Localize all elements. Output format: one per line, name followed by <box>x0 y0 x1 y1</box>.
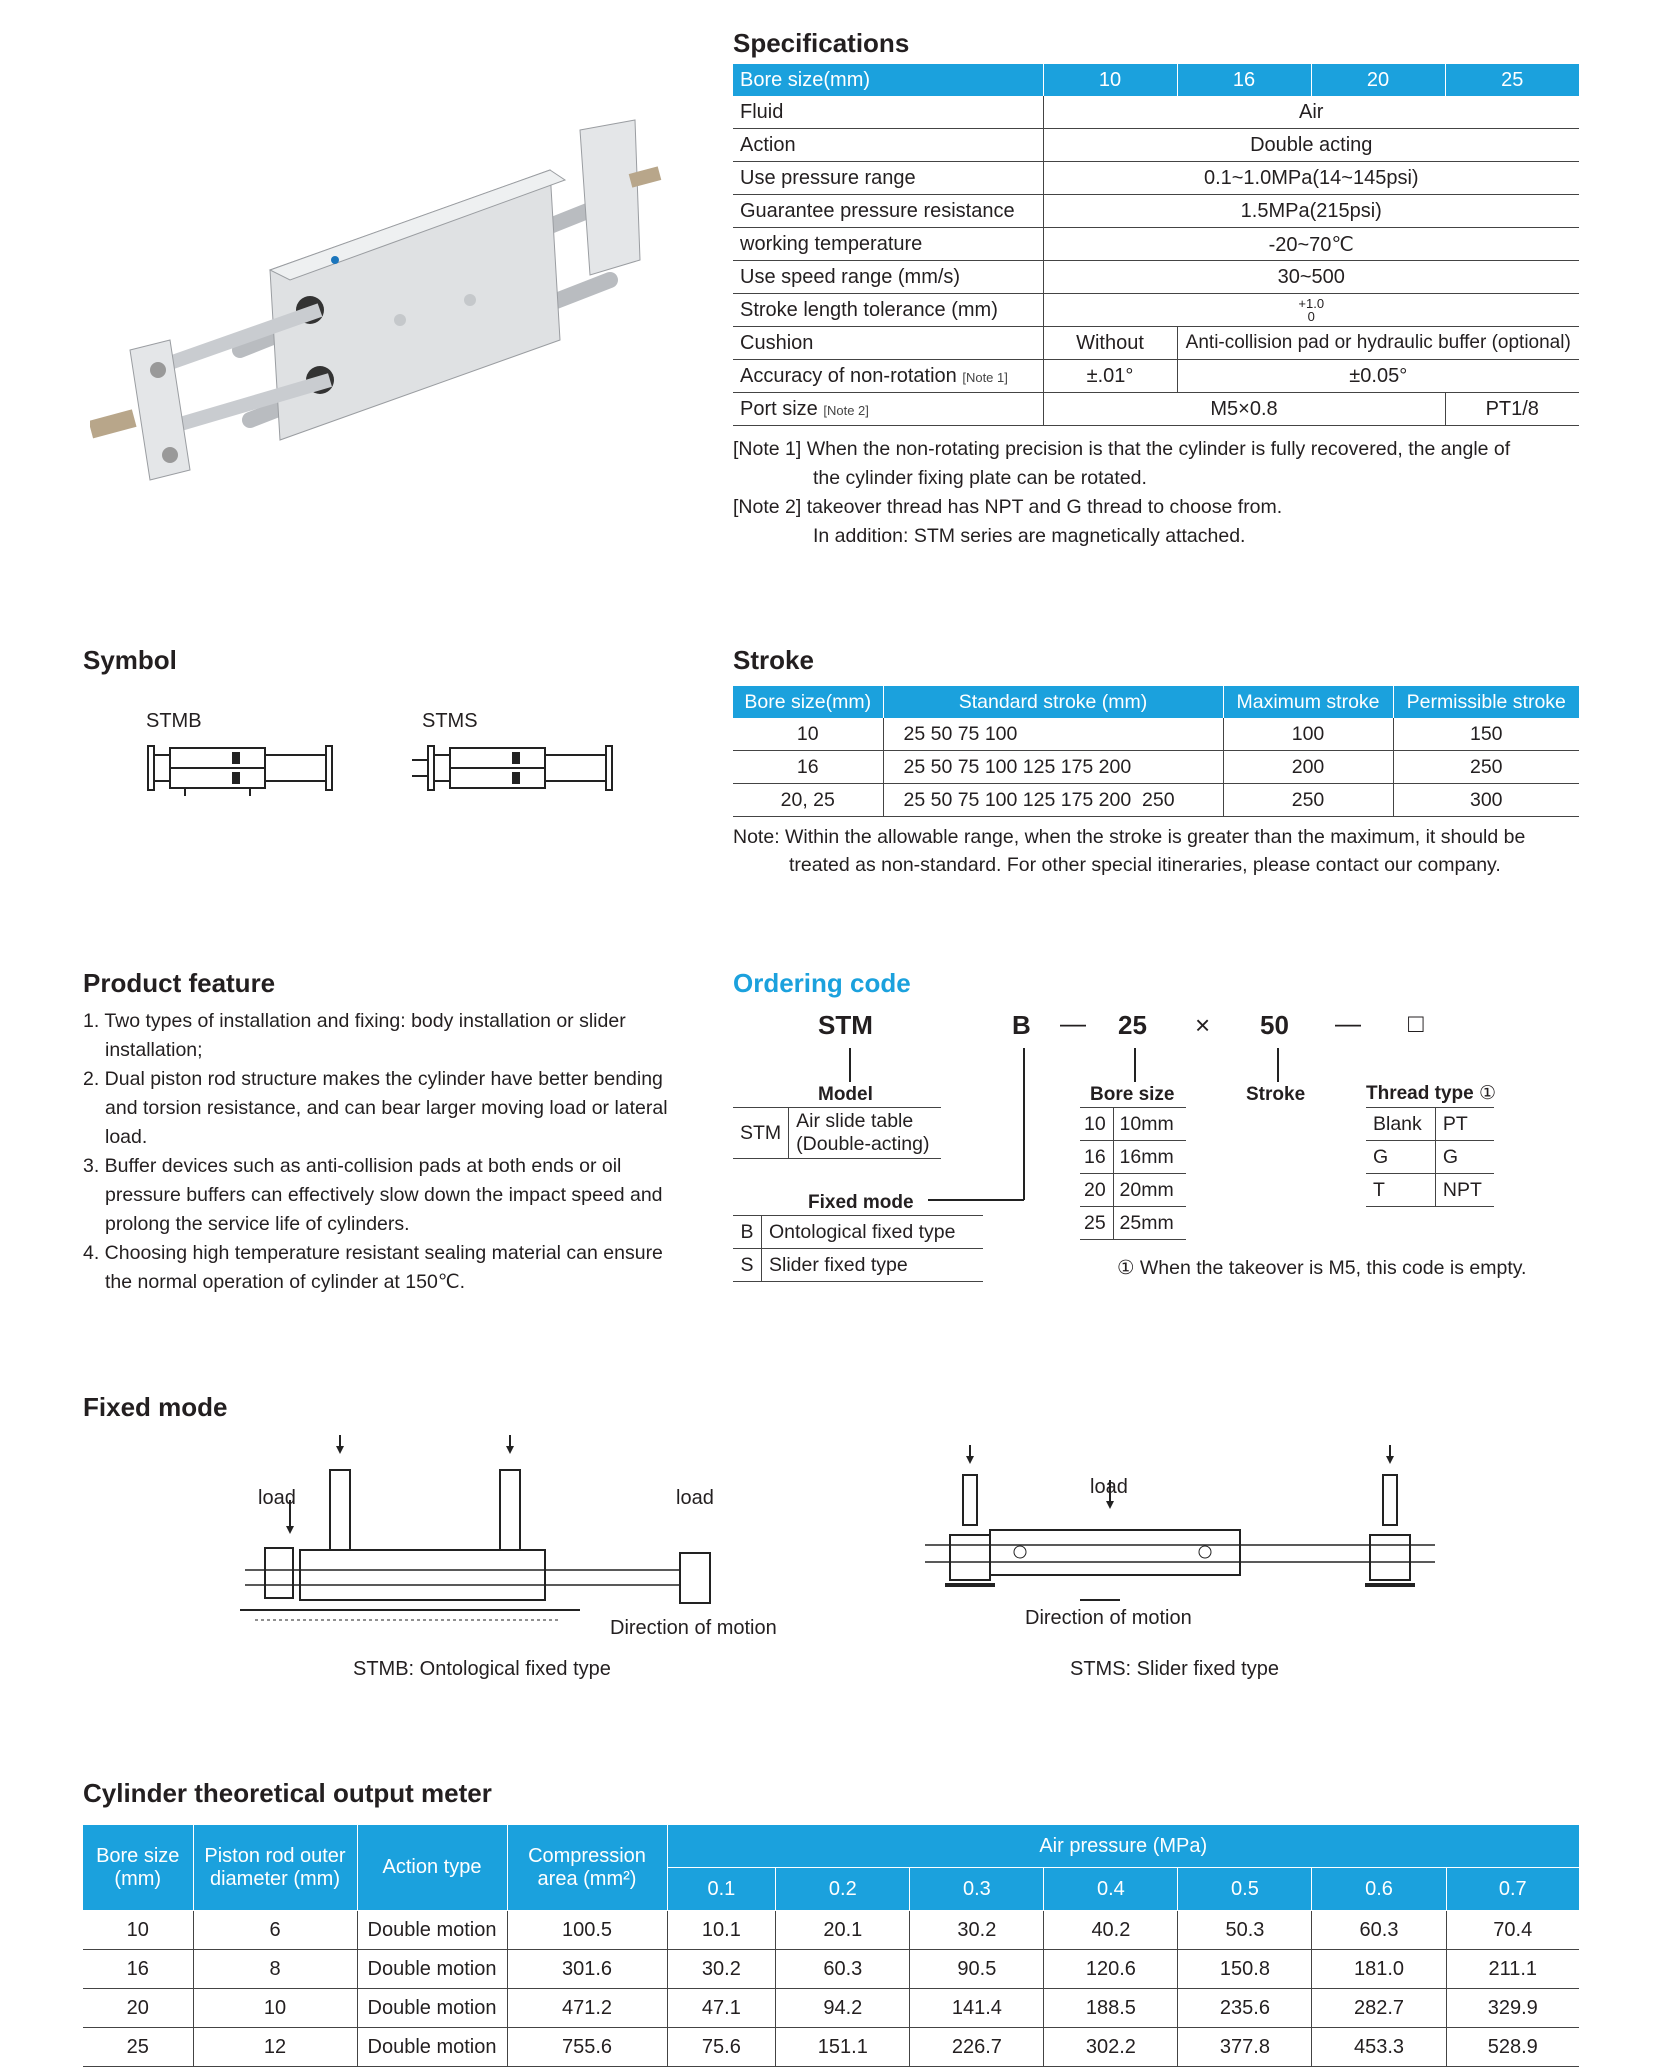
stmb-fixing-diagram <box>240 1430 610 1630</box>
table-row: 25 12 Double motion 755.6 75.6 151.1 226.7 302.2 377.8 453.3 528.9 <box>83 2028 1579 2067</box>
stroke-header: Standard stroke (mm) <box>883 686 1223 718</box>
output-header-bore: Bore size (mm) <box>83 1825 193 1911</box>
spec-row: Action Double acting <box>733 129 1579 162</box>
spec-row-cushion: Cushion Without Anti-collision pad or hydraulic buffer (optional) <box>733 327 1579 360</box>
bore-size-label: Bore size <box>1090 1084 1175 1105</box>
table-row: 10 10mm <box>1080 1108 1186 1141</box>
output-header-area: Compression area (mm²) <box>507 1825 667 1911</box>
fixed-mode-table <box>733 1215 983 1282</box>
thread-footnote-mark: ① <box>1478 1083 1497 1104</box>
pressure-col: 0.6 <box>1312 1868 1446 1911</box>
product-image <box>90 110 690 540</box>
pressure-col: 0.3 <box>910 1868 1044 1911</box>
table-row: T NPT <box>1366 1174 1494 1207</box>
thread-type-label: Thread type ① <box>1366 1083 1497 1104</box>
note-ref: [Note 1] <box>962 369 1008 385</box>
code-stroke: 50 <box>1260 1010 1289 1040</box>
output-header-pressure: Air pressure (MPa) <box>667 1825 1579 1868</box>
table-row: 10 25 50 75 100 100 150 <box>733 718 1579 751</box>
note-ref: [Note 2] <box>823 402 869 418</box>
table-row: Blank PT <box>1366 1108 1494 1141</box>
code-model: STM <box>818 1010 873 1040</box>
stroke-label: Stroke <box>1246 1084 1306 1105</box>
symbol-title: Symbol <box>83 645 177 675</box>
stmb-direction-label: Direction of motion <box>610 1617 777 1639</box>
pressure-col: 0.7 <box>1446 1868 1579 1911</box>
stroke-table <box>733 686 1579 817</box>
symbol-stms-label: STMS <box>422 710 478 732</box>
spec-header-label: Bore size(mm) <box>733 64 1043 96</box>
code-dash: — <box>1335 1008 1361 1038</box>
table-row: S Slider fixed type <box>733 1249 983 1282</box>
tolerance-lower: 0 <box>1307 309 1315 324</box>
table-row: 20, 25 25 50 75 100 125 175 200 250 250 300 <box>733 784 1579 817</box>
table-row: B Ontological fixed type <box>733 1216 983 1249</box>
pressure-col: 0.4 <box>1044 1868 1178 1911</box>
table-row: 16 25 50 75 100 125 175 200 200 250 <box>733 751 1579 784</box>
table-row: STM Air slide table (Double-acting) <box>733 1108 941 1159</box>
pressure-col: 0.1 <box>667 1868 776 1911</box>
spec-row: Fluid Air <box>733 96 1579 129</box>
spec-bore-10: 10 <box>1043 64 1177 96</box>
thread-type-table <box>1366 1107 1494 1207</box>
spec-bore-16: 16 <box>1177 64 1311 96</box>
fixed-mode-title: Fixed mode <box>83 1392 228 1422</box>
list-item: 3. Buffer devices such as anti-collision pads at both ends or oil pressure buffers can effectively slow down the impact speed and prolong the service life of cylinders. <box>83 1155 663 1235</box>
stms-fixing-diagram <box>920 1440 1440 1610</box>
spec-row-accuracy: Accuracy of non-rotation [Note 1] ±.01° ±0.05° <box>733 360 1579 393</box>
table-row: 25 25mm <box>1080 1207 1186 1240</box>
table-row: 16 16mm <box>1080 1141 1186 1174</box>
feature-title: Product feature <box>83 968 276 998</box>
code-times: × <box>1195 1010 1211 1040</box>
ordering-title: Ordering code <box>733 968 911 998</box>
symbol-stms-diagram <box>410 738 620 798</box>
code-bore: 25 <box>1118 1010 1147 1040</box>
stroke-header: Permissible stroke <box>1393 686 1579 718</box>
stms-direction-label: Direction of motion <box>1025 1607 1192 1629</box>
code-dash: — <box>1060 1008 1086 1038</box>
output-header-rod: Piston rod outer diameter (mm) <box>193 1825 357 1911</box>
table-row: 20 20mm <box>1080 1174 1186 1207</box>
model-table <box>733 1107 941 1159</box>
tolerance-upper: +1.0 <box>1298 296 1325 311</box>
spec-row: Stroke length tolerance (mm) +1.0 0 <box>733 294 1579 327</box>
stmb-rod-end <box>610 1548 740 1608</box>
table-row: 10 6 Double motion 100.5 10.1 20.1 30.2 40.2 50.3 60.3 70.4 <box>83 1911 1579 1950</box>
spec-row: Use pressure range 0.1~1.0MPa(14~145psi) <box>733 162 1579 195</box>
spec-notes: [Note 1] When the non-rotating precision is that the cylinder is fully recovered, the angle of the cylinder fixing plate can be rotated. [Note 2] takeover thread has NPT and G thread to choose from. In addition: STM series are magnetically attached. <box>733 438 1511 547</box>
output-title: Cylinder theoretical output meter <box>83 1778 492 1808</box>
stmb-caption: STMB: Ontological fixed type <box>353 1658 611 1680</box>
list-item: 1. Two types of installation and fixing: body installation or slider installation; <box>83 1010 626 1061</box>
table-row: 20 10 Double motion 471.2 47.1 94.2 141.4 188.5 235.6 282.7 329.9 <box>83 1989 1579 2028</box>
stmb-load-label-left: load <box>258 1487 296 1509</box>
stms-load-label: load <box>1090 1476 1128 1498</box>
stroke-header: Bore size(mm) <box>733 686 883 718</box>
ordering-footnote: ① When the takeover is M5, this code is empty. <box>1117 1257 1527 1279</box>
list-item: 2. Dual piston rod structure makes the cylinder have better bending and torsion resistance, and can bear larger moving load or lateral load. <box>83 1068 668 1148</box>
pressure-col: 0.5 <box>1178 1868 1312 1911</box>
bore-size-table <box>1080 1107 1186 1240</box>
specifications-table <box>733 64 1579 426</box>
pressure-col: 0.2 <box>776 1868 910 1911</box>
symbol-stmb-label: STMB <box>146 710 202 732</box>
stroke-title: Stroke <box>733 645 814 675</box>
code-mode: B <box>1012 1010 1031 1040</box>
spec-row: Use speed range (mm/s) 30~500 <box>733 261 1579 294</box>
spec-row: working temperature -20~70℃ <box>733 228 1579 261</box>
code-thread-box: □ <box>1408 1008 1424 1038</box>
table-row: G G <box>1366 1141 1494 1174</box>
stms-caption: STMS: Slider fixed type <box>1070 1658 1279 1680</box>
stroke-note: Note: Within the allowable range, when the stroke is greater than the maximum, it should be treated as non-standard. For other special itineraries, please contact our company. <box>733 826 1526 876</box>
symbol-stmb-diagram <box>140 738 340 798</box>
table-row: 16 8 Double motion 301.6 30.2 60.3 90.5 120.6 150.8 181.0 211.1 <box>83 1950 1579 1989</box>
feature-list <box>83 1007 673 1297</box>
list-item: 4. Choosing high temperature resistant sealing material can ensure the normal operation of cylinder at 150℃. <box>83 1242 663 1293</box>
spec-bore-25: 25 <box>1445 64 1579 96</box>
fixed-mode-label: Fixed mode <box>808 1192 914 1213</box>
specifications-title: Specifications <box>733 28 910 58</box>
stmb-load-label-right: load <box>676 1487 714 1509</box>
spec-row-port: Port size [Note 2] M5×0.8 PT1/8 <box>733 393 1579 426</box>
output-header-action: Action type <box>357 1825 507 1911</box>
output-table <box>83 1825 1579 2067</box>
spec-row: Guarantee pressure resistance 1.5MPa(215psi) <box>733 195 1579 228</box>
model-label: Model <box>818 1084 873 1105</box>
spec-bore-20: 20 <box>1311 64 1445 96</box>
stroke-header: Maximum stroke <box>1223 686 1393 718</box>
